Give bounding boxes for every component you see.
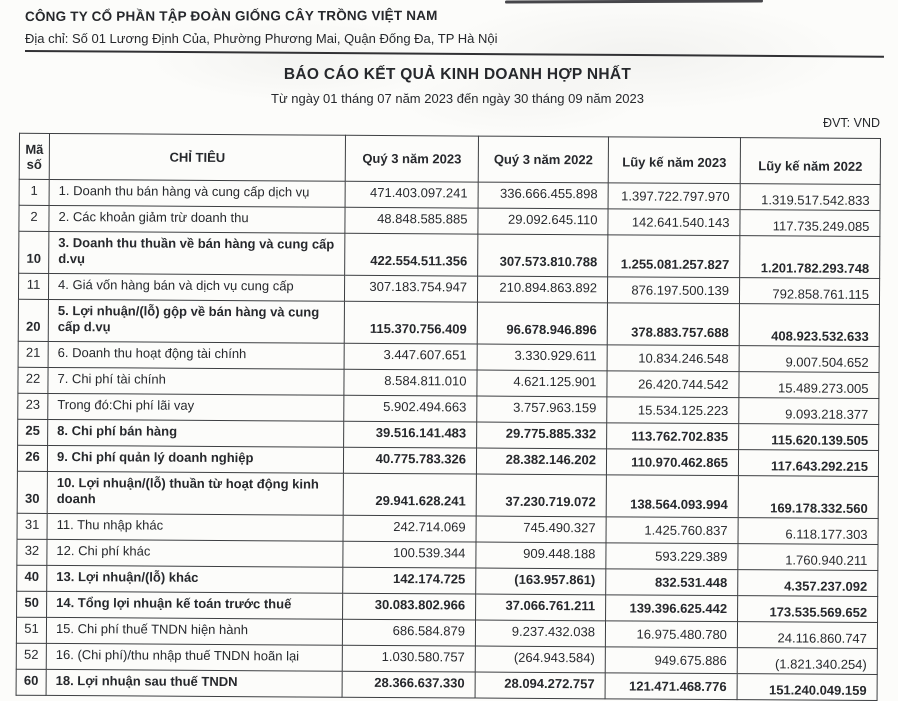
cell-q3-2022: 307.573.810.788 — [478, 234, 608, 277]
cell-q3-2023: 28.366.637.330 — [342, 671, 475, 698]
cell-q3-2022: 9.237.432.038 — [475, 620, 605, 647]
cell-q3-2022: 4.621.125.901 — [477, 370, 607, 397]
cell-ytd-2023: 142.641.540.143 — [608, 209, 740, 236]
cell-q3-2023: 39.516.141.483 — [344, 421, 477, 448]
table-row — [19, 231, 880, 278]
cell-ytd-2022: 4.357.237.092 — [738, 570, 878, 597]
cell-q3-2022: 745.490.327 — [476, 516, 606, 543]
cell-ytd-2023: 593.229.389 — [606, 543, 738, 570]
row-label-cell: 7. Chi phí tài chính — [48, 367, 344, 395]
report-title: BÁO CÁO KẾT QUẢ KINH DOANH HỢP NHẤT — [283, 66, 632, 83]
cell-ytd-2023: 1.255.081.257.827 — [608, 235, 740, 278]
col-header-ytd-2023: Lũy kế năm 2023 — [608, 137, 740, 184]
cell-q3-2023: 1.030.580.757 — [342, 645, 475, 672]
table-row — [18, 299, 879, 346]
cell-q3-2022: 29.775.885.332 — [477, 422, 607, 449]
cell-ytd-2023: 10.834.246.548 — [607, 345, 739, 372]
cell-q3-2022: 28.382.146.202 — [476, 448, 606, 475]
cell-ytd-2023: 121.471.468.776 — [605, 673, 737, 700]
row-code-cell: 1 — [19, 179, 49, 205]
cell-q3-2023: 307.183.754.947 — [344, 275, 477, 302]
row-label-cell: 3. Doanh thu thuần về bán hàng và cung cấp d.vụ — [49, 231, 345, 275]
scan-artifact-streak — [505, 0, 763, 4]
cell-ytd-2022: 24.116.860.747 — [737, 622, 877, 649]
header-divider — [25, 50, 884, 58]
cell-q3-2023: 422.554.511.356 — [345, 233, 478, 276]
cell-ytd-2022: (1.821.340.254) — [737, 648, 877, 675]
row-label-cell: 1. Doanh thu bán hàng và cung cấp dịch vụ — [49, 179, 345, 207]
row-label-cell: 4. Giá vốn hàng bán và dịch vụ cung cấp — [48, 273, 344, 301]
cell-ytd-2023: 26.420.744.542 — [607, 371, 739, 398]
row-code-cell: 51 — [16, 617, 46, 643]
company-name: CÔNG TY CỔ PHẦN TẬP ĐOÀN GIỐNG CÂY TRỒNG VIỆT NAM — [25, 7, 438, 24]
cell-ytd-2023: 949.675.886 — [605, 647, 737, 674]
cell-q3-2023: 686.584.879 — [342, 619, 475, 646]
cell-ytd-2022: 1.319.517.542.833 — [740, 184, 880, 211]
unit-label: ĐVT: VND — [823, 116, 880, 130]
cell-ytd-2023: 138.564.093.994 — [606, 475, 738, 518]
cell-q3-2022: 37.066.761.211 — [476, 594, 606, 621]
cell-q3-2022: (163.957.861) — [476, 568, 606, 595]
cell-ytd-2022: 117.643.292.215 — [738, 450, 878, 477]
cell-q3-2022: 37.230.719.072 — [476, 474, 606, 517]
cell-q3-2023: 115.370.756.409 — [344, 301, 477, 344]
table-row — [16, 669, 877, 700]
cell-q3-2023: 3.447.607.651 — [344, 343, 477, 370]
document-header — [25, 9, 890, 52]
cell-ytd-2023: 139.396.625.442 — [606, 595, 738, 622]
cell-ytd-2023: 15.534.125.223 — [607, 397, 739, 424]
cell-q3-2023: 8.584.811.010 — [344, 369, 477, 396]
row-label-cell: 8. Chi phí bán hàng — [48, 419, 344, 447]
cell-ytd-2022: 9.093.218.377 — [739, 398, 879, 425]
row-label-cell: 6. Doanh thu hoạt động tài chính — [48, 341, 344, 369]
row-code-cell: 26 — [17, 445, 47, 471]
table-row — [17, 471, 878, 518]
cell-ytd-2023: 876.197.500.139 — [607, 277, 739, 304]
col-header-q3-2023: Quý 3 năm 2023 — [345, 135, 478, 182]
cell-ytd-2022: 115.620.139.505 — [739, 424, 879, 451]
col-header-q3-2022: Quý 3 năm 2022 — [478, 136, 608, 183]
cell-ytd-2022: 408.923.532.633 — [739, 304, 879, 347]
row-label-cell: 18. Lợi nhuận sau thuế TNDN — [46, 669, 342, 697]
row-code-cell: 40 — [17, 565, 47, 591]
cell-q3-2022: 210.894.863.892 — [477, 276, 607, 303]
row-code-cell: 2 — [19, 205, 49, 231]
cell-ytd-2023: 113.762.702.835 — [607, 423, 739, 450]
cell-ytd-2022: 1.201.782.293.748 — [740, 236, 880, 279]
row-label-cell: 16. (Chi phí)/thu nhập thuế TNDN hoãn lại — [46, 643, 342, 671]
row-label-cell: 9. Chi phí quản lý doanh nghiệp — [47, 445, 343, 473]
table-header-row — [19, 133, 880, 184]
title-block — [25, 66, 890, 106]
row-code-cell: 20 — [18, 299, 48, 341]
cell-q3-2022: 3.330.929.611 — [477, 344, 607, 371]
cell-ytd-2023: 378.883.757.688 — [607, 303, 739, 346]
row-code-cell: 10 — [19, 231, 49, 273]
row-code-cell: 21 — [18, 341, 48, 367]
cell-ytd-2022: 1.760.940.211 — [738, 544, 878, 571]
row-label-cell: 14. Tổng lợi nhuận kế toán trước thuế — [47, 591, 343, 619]
row-label-cell: 12. Chi phí khác — [47, 539, 343, 567]
company-address: Địa chỉ: Số 01 Lương Định Của, Phường Phương Mai, Quận Đống Đa, TP Hà Nội — [25, 31, 498, 46]
cell-q3-2023: 5.902.494.663 — [344, 395, 477, 422]
row-code-cell: 60 — [16, 669, 46, 695]
cell-q3-2022: 3.757.963.159 — [477, 396, 607, 423]
cell-ytd-2022: 6.118.177.303 — [738, 518, 878, 545]
cell-ytd-2022: 117.735.249.085 — [740, 210, 880, 237]
unit-row — [25, 116, 890, 130]
row-code-cell: 32 — [17, 539, 47, 565]
row-label-cell: 10. Lợi nhuận/(lỗ) thuần từ hoạt động kinh doanh — [47, 471, 343, 515]
cell-q3-2022: 96.678.946.896 — [477, 302, 607, 345]
cell-ytd-2023: 1.397.722.797.970 — [608, 183, 740, 210]
col-header-indicator: CHỈ TIÊU — [49, 133, 345, 181]
cell-ytd-2022: 15.489.273.005 — [739, 372, 879, 399]
col-header-code: Mã số — [19, 133, 49, 179]
cell-ytd-2023: 832.531.448 — [606, 569, 738, 596]
cell-q3-2023: 142.174.725 — [343, 567, 476, 594]
row-code-cell: 11 — [18, 273, 48, 299]
row-code-cell: 30 — [17, 471, 47, 513]
row-code-cell: 50 — [17, 591, 47, 617]
row-code-cell: 52 — [16, 643, 46, 669]
cell-ytd-2022: 169.178.332.560 — [738, 476, 878, 519]
cell-ytd-2023: 110.970.462.865 — [606, 449, 738, 476]
cell-q3-2023: 471.403.097.241 — [345, 181, 478, 208]
cell-ytd-2022: 792.858.761.115 — [739, 278, 879, 305]
row-code-cell: 25 — [18, 419, 48, 445]
cell-q3-2022: 28.094.272.757 — [475, 672, 605, 699]
row-label-cell: 5. Lợi nhuận/(lỗ) gộp về bán hàng và cung cấp d.vụ — [48, 299, 344, 343]
cell-ytd-2023: 16.975.480.780 — [605, 621, 737, 648]
row-code-cell: 22 — [18, 367, 48, 393]
cell-ytd-2023: 1.425.760.837 — [606, 517, 738, 544]
row-label-cell: 15. Chi phí thuế TNDN hiện hành — [46, 617, 342, 645]
cell-q3-2023: 48.848.585.885 — [345, 207, 478, 234]
cell-q3-2023: 100.539.344 — [343, 541, 476, 568]
cell-ytd-2022: 173.535.569.652 — [738, 596, 878, 623]
cell-q3-2023: 30.083.802.966 — [343, 593, 476, 620]
cell-ytd-2022: 9.007.504.652 — [739, 346, 879, 373]
row-code-cell: 31 — [17, 513, 47, 539]
row-label-cell: 11. Thu nhập khác — [47, 513, 343, 541]
cell-ytd-2022: 151.240.049.159 — [737, 674, 877, 701]
cell-q3-2023: 242.714.069 — [343, 515, 476, 542]
cell-q3-2023: 29.941.628.241 — [343, 473, 476, 516]
cell-q3-2022: (264.943.584) — [475, 646, 605, 673]
row-label-cell: 13. Lợi nhuận/(lỗ) khác — [47, 565, 343, 593]
row-label-cell: Trong đó:Chi phí lãi vay — [48, 393, 344, 421]
report-period: Từ ngày 01 tháng 07 năm 2023 đến ngày 30 tháng 09 năm 2023 — [271, 91, 644, 106]
row-label-cell: 2. Các khoản giảm trừ doanh thu — [49, 205, 345, 233]
cell-q3-2022: 29.092.645.110 — [478, 208, 608, 235]
cell-q3-2023: 40.775.783.326 — [343, 447, 476, 474]
col-header-ytd-2022: Lũy kế năm 2022 — [740, 138, 880, 185]
cell-q3-2022: 336.666.455.898 — [478, 182, 608, 209]
cell-q3-2022: 909.448.188 — [476, 542, 606, 569]
row-code-cell: 23 — [18, 393, 48, 419]
income-statement-table — [16, 133, 881, 701]
